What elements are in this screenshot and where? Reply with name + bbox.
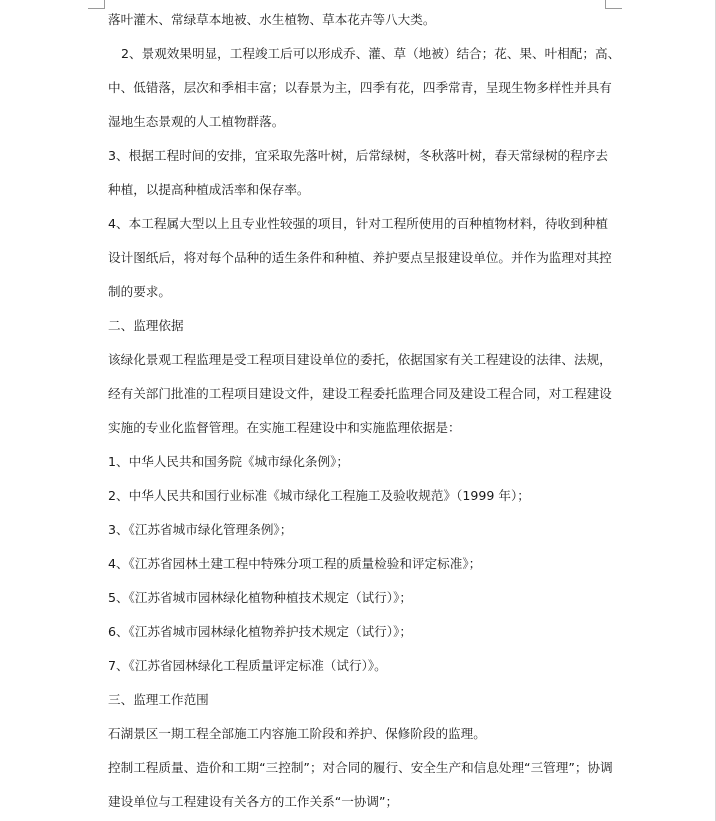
paragraph-line: 2、景观效果明显，工程竣工后可以形成乔、灌、草（地被）结合；花、果、叶相配；高、: [121, 46, 621, 61]
paragraph-line: 设计图纸后，将对每个品种的适生条件和种植、养护要点呈报建设单位。并作为监理对其控: [108, 250, 612, 265]
list-item: 6、《江苏省城市园林绿化植物养护技术规定（试行）》；: [108, 624, 412, 639]
paragraph-line: 落叶灌木、常绿草本地被、水生植物、草本花卉等八大类。: [108, 12, 436, 27]
list-item: 2、中华人民共和国行业标准《城市绿化工程施工及验收规范》（1999 年）；: [108, 488, 530, 503]
paragraph-line: 该绿化景观工程监理是受工程项目建设单位的委托，依据国家有关工程建设的法律、法规，: [108, 352, 612, 367]
list-item: 7、《江苏省园林绿化工程质量评定标准（试行）》。: [108, 658, 387, 673]
list-item: 5、《江苏省城市园林绿化植物种植技术规定（试行）》；: [108, 590, 412, 605]
paragraph-line: 湿地生态景观的人工植物群落。: [108, 114, 285, 129]
section-heading: 二、监理依据: [108, 318, 184, 333]
list-item: 4、《江苏省园林土建工程中特殊分项工程的质量检验和评定标准》；: [108, 556, 482, 571]
paragraph-line: 经有关部门批准的工程项目建设文件，建设工程委托监理合同及建设工程合同，对工程建设: [108, 386, 612, 401]
paragraph-line: 建设单位与工程建设有关各方的工作关系“一协调”；: [108, 794, 399, 809]
paragraph-line: 3、根据工程时间的安排，宜采取先落叶树，后常绿树，冬秋落叶树，春天常绿树的程序去: [108, 148, 608, 163]
paragraph-line: 石湖景区一期工程全部施工内容施工阶段和养护、保修阶段的监理。: [108, 726, 486, 741]
section-heading: 三、监理工作范围: [108, 692, 209, 707]
list-item: 1、中华人民共和国务院《城市绿化条例》；: [108, 454, 349, 469]
paragraph-line: 中、低错落，层次和季相丰富；以春景为主，四季有花，四季常青，呈现生物多样性并具有: [108, 80, 612, 95]
paragraph-line: 制的要求。: [108, 284, 171, 299]
list-item: 3、《江苏省城市绿化管理条例》；: [108, 522, 293, 537]
paragraph-line: 控制工程质量、造价和工期“三控制”；对合同的履行、安全生产和信息处理“三管理”；协调: [108, 760, 613, 775]
crop-mark-top-right: [605, 0, 622, 9]
paragraph-line: 实施的专业化监督管理。在实施工程建设中和实施监理依据是：: [108, 420, 461, 435]
paragraph-line: 种植，以提高种植成活率和保存率。: [108, 182, 310, 197]
crop-mark-top-left: [88, 0, 105, 9]
paragraph-line: 4、本工程属大型以上且专业性较强的项目，针对工程所使用的百种植物材料，待收到种植: [108, 216, 608, 231]
